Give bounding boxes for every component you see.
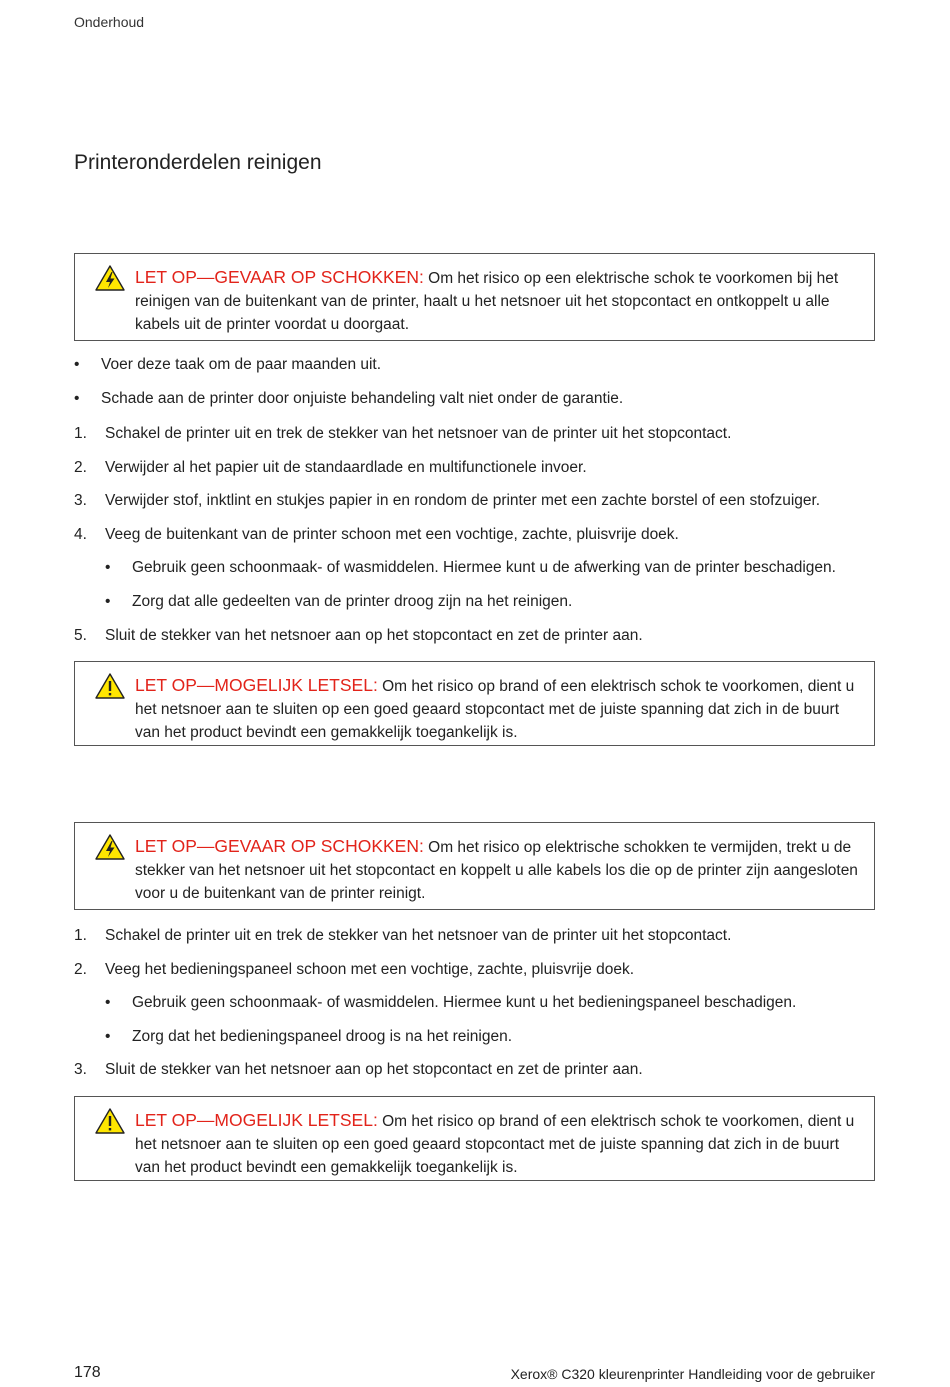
sub-list-item-text: Gebruik geen schoonmaak- of wasmiddelen. Hiermee kunt u het bedieningspaneel beschadigen. <box>132 994 797 1011</box>
warning-text: Om het risico op brand of een elektrisch schok te voorkomen, dient u het netsnoer aan te sluiten op een goed geaard stopcontact met de juiste spanning dat zich in de buurt van het product bevindt een gemakkelijk toegankelijk is. <box>135 678 855 741</box>
bullet-marker: • <box>74 356 80 373</box>
running-footer: Xerox® C320 kleurenprinter Handleiding voor de gebruiker <box>510 1366 875 1382</box>
page-title: Printeronderdelen reinigen <box>74 151 322 174</box>
step-text: Verwijder stof, inktlint en stukjes papier in en rondom de printer met een zachte borstel of een stofzuiger. <box>105 492 821 509</box>
warning-lead: LET OP—MOGELIJK LETSEL: <box>135 1110 378 1130</box>
electric-shock-warning-icon <box>95 265 125 291</box>
warning-lead: LET OP—MOGELIJK LETSEL: <box>135 675 378 695</box>
warning-box-injury-1 <box>74 661 875 746</box>
step-text: Veeg het bedieningspaneel schoon met een vochtige, zachte, pluisvrije doek. <box>105 961 635 978</box>
page-number: 178 <box>74 1364 101 1381</box>
sub-list-item-text: Zorg dat het bedieningspaneel droog is na het reinigen. <box>132 1028 513 1045</box>
step-number: 3. <box>74 1061 87 1078</box>
warning-lead: LET OP—GEVAAR OP SCHOKKEN: <box>135 836 424 856</box>
list-item-text: Voer deze taak om de paar maanden uit. <box>101 356 382 373</box>
warning-text: Om het risico op brand of een elektrisch schok te voorkomen, dient u het netsnoer aan te sluiten op een goed geaard stopcontact met de juiste spanning dat zich in de buurt van het product bevindt een gemakkelijk toegankelijk is. <box>135 1113 855 1176</box>
warning-text: Om het risico op elektrische schokken te vermijden, trekt u de stekker van het netsnoer uit het stopcontact en koppelt u alle kabels los die op de printer zijn aangesloten voor u de buitenkant van de printer reinigt. <box>135 839 858 902</box>
list-item-text: Schade aan de printer door onjuiste behandeling valt niet onder de garantie. <box>101 390 624 407</box>
step-text: Sluit de stekker van het netsnoer aan op het stopcontact en zet de printer aan. <box>105 1061 643 1078</box>
bullet-marker: • <box>105 593 111 610</box>
sub-list-item-text: Gebruik geen schoonmaak- of wasmiddelen. Hiermee kunt u de afwerking van de printer beschadigen. <box>132 559 836 576</box>
bullet-marker: • <box>105 994 111 1011</box>
step-number: 2. <box>74 961 87 978</box>
step-text: Sluit de stekker van het netsnoer aan op het stopcontact en zet de printer aan. <box>105 627 643 644</box>
step-number: 1. <box>74 927 87 944</box>
caution-warning-icon <box>95 1108 125 1134</box>
bullet-marker: • <box>105 1028 111 1045</box>
running-header: Onderhoud <box>74 14 145 30</box>
step-number: 4. <box>74 526 87 543</box>
step-text: Schakel de printer uit en trek de stekker van het netsnoer van de printer uit het stopcontact. <box>105 927 732 944</box>
warning-box-injury-2 <box>74 1096 875 1181</box>
step-text: Veeg de buitenkant van de printer schoon met een vochtige, zachte, pluisvrije doek. <box>105 526 679 543</box>
bullet-marker: • <box>105 559 111 576</box>
electric-shock-warning-icon <box>95 834 125 860</box>
warning-lead: LET OP—GEVAAR OP SCHOKKEN: <box>135 267 424 287</box>
step-text: Verwijder al het papier uit de standaardlade en multifunctionele invoer. <box>105 459 587 476</box>
sub-list-item-text: Zorg dat alle gedeelten van de printer droog zijn na het reinigen. <box>132 593 573 610</box>
step-number: 3. <box>74 492 87 509</box>
step-text: Schakel de printer uit en trek de stekker van het netsnoer van de printer uit het stopcontact. <box>105 425 732 442</box>
caution-warning-icon <box>95 673 125 699</box>
step-number: 1. <box>74 425 87 442</box>
bullet-marker: • <box>74 390 80 407</box>
step-number: 2. <box>74 459 87 476</box>
warning-box-shock-1 <box>74 253 875 341</box>
step-number: 5. <box>74 627 87 644</box>
warning-text: Om het risico op een elektrische schok te voorkomen bij het reinigen van de buitenkant van de printer, haalt u het netsnoer uit het stopcontact en ontkoppelt u alle kabels uit de printer voordat u doorgaat. <box>135 270 839 333</box>
warning-box-shock-2 <box>74 822 875 910</box>
